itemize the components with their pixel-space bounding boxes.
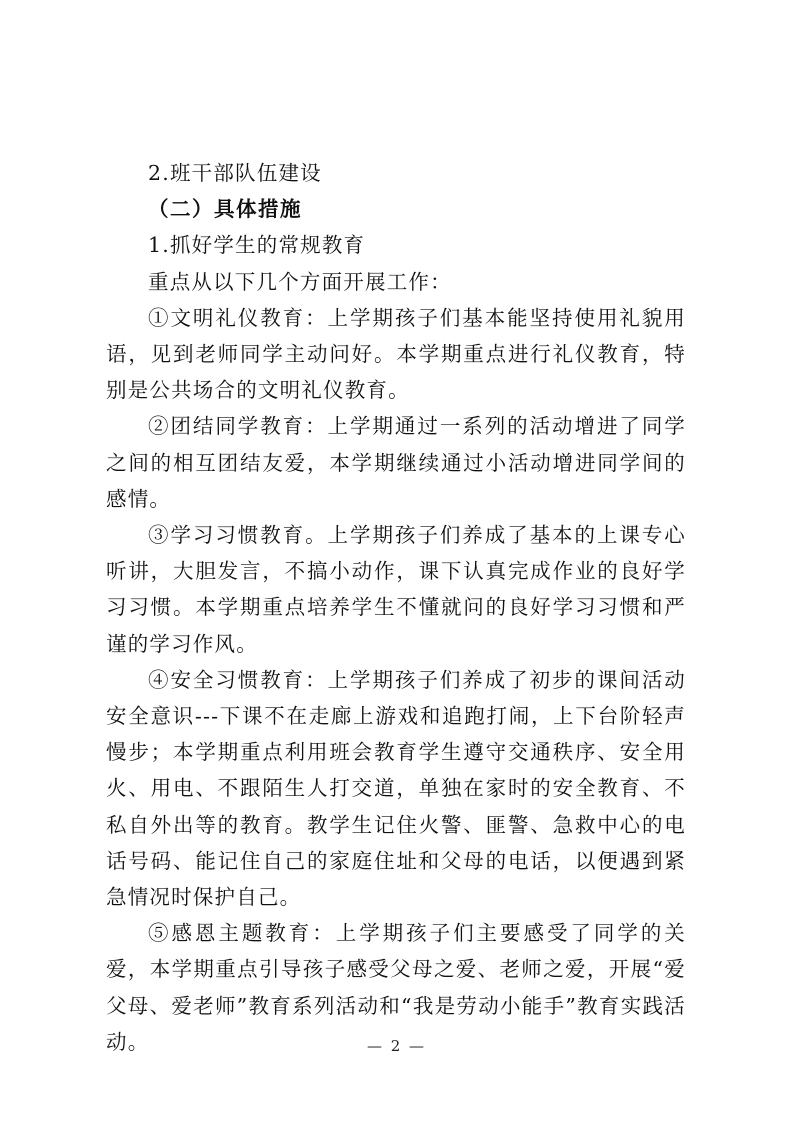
paragraph-safety-education: ④安全习惯教育：上学期孩子们养成了初步的课间活动安全意识---下课不在走廊上游戏和追跑打闹，上下台阶轻声慢步；本学期重点利用班会教育学生遵守交通秩序、安全用火、用电、不跟陌生人打交道，单独在家时的安全教育、不私自外出等的教育。教学生记住火警、匪警、急救中心的电话号码、能记住自己的家庭住址和父母的电话，以便遇到紧急情况时保护自己。: [106, 667, 686, 910]
page-number: — 2 —: [366, 1037, 427, 1055]
subsection-heading-routine-education: 1.抓好学生的常规教育: [148, 233, 366, 258]
intro-paragraph: 重点从以下几个方面开展工作：: [148, 269, 452, 294]
section-heading-class-cadre: 2.班干部队伍建设: [148, 161, 322, 185]
paragraph-etiquette-education: ①文明礼仪教育：上学期孩子们基本能坚持使用礼貌用语，见到老师同学主动问好。本学期重点进行礼仪教育，特别是公共场合的文明礼仪教育。: [106, 305, 686, 403]
document-body: [106, 155, 686, 1060]
paragraph-study-habits-education: ③学习习惯教育。上学期孩子们养成了基本的上课专心听讲，大胆发言，不搞小动作，课下认真完成作业的良好学习习惯。本学期重点培养学生不懂就问的良好学习习惯和严谨的学习作风。: [106, 523, 686, 656]
paragraph-gratitude-education: ⑤感恩主题教育：上学期孩子们主要感受了同学的关爱，本学期重点引导孩子感受父母之爱、老师之爱，开展“爱父母、爱老师”教育系列活动和“我是劳动小能手”教育实践活动。: [106, 921, 686, 1054]
paragraph-unity-education: ②团结同学教育：上学期通过一系列的活动增进了同学之间的相互团结友爱，本学期继续通过小活动增进同学间的感情。: [106, 414, 686, 511]
section-heading-specific-measures: （二）具体措施: [148, 197, 302, 222]
